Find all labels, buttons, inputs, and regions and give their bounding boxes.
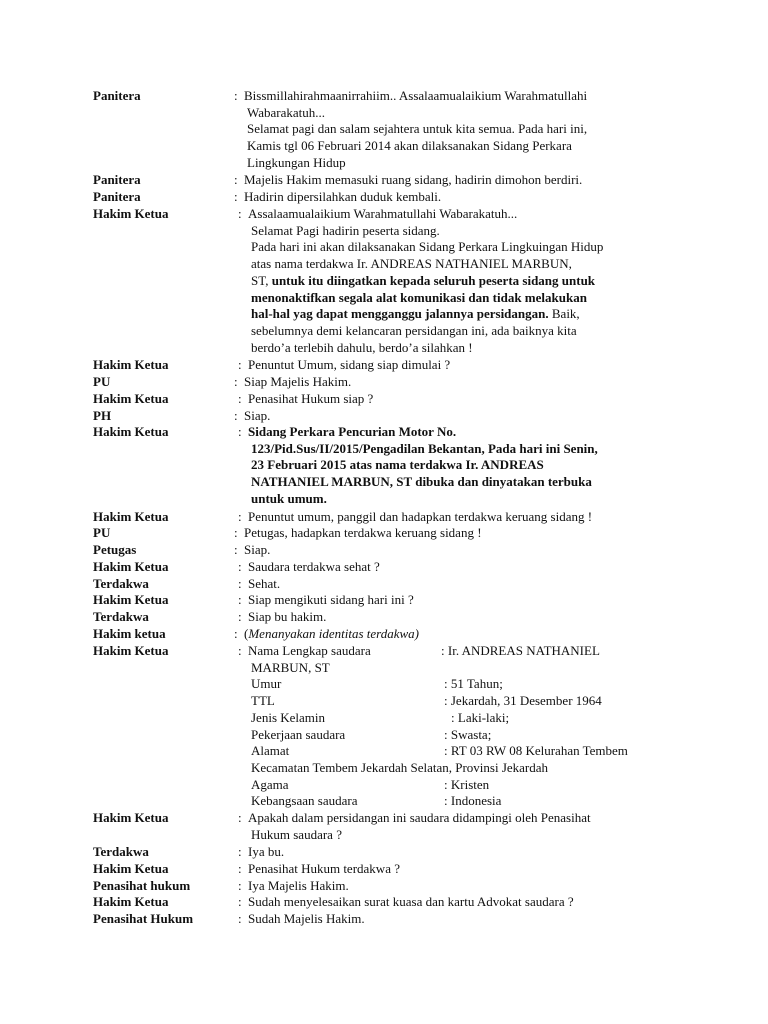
identity-block: : Nama Lengkap saudara : Ir. ANDREAS NATHANIEL MARBUN, ST Umur : 51 Tahun; TTL : Jekardah, 31 Desember 1964 Jenis Kelamin : Laki-laki; Pekerjaan saudara : Swasta; Alamat : RT 03 RW 08 Kelurahan Tembem Kecamatan Tembem Jekardah Selatan, Provinsi Jekardah Agama : Kristen Kebangsaan saudara : Indonesia: [238, 643, 628, 809]
speaker-label: Petugas: [93, 542, 137, 557]
speaker-label: Hakim Ketua: [93, 206, 169, 221]
speaker-label: Penasihat hukum: [93, 878, 191, 893]
utterance: : Saudara terdakwa sehat ?: [238, 559, 380, 574]
speaker-label: Panitera: [93, 172, 141, 187]
utterance: : Siap mengikuti sidang hari ini ?: [238, 592, 414, 607]
speaker-label: Hakim Ketua: [93, 391, 169, 406]
utterance: : Siap bu hakim.: [238, 609, 327, 624]
utterance: : Siap Majelis Hakim.: [234, 374, 352, 389]
utterance: : Iya Majelis Hakim.: [238, 878, 349, 893]
speaker-label: Hakim Ketua: [93, 861, 169, 876]
utterance: : Sehat.: [238, 576, 281, 591]
utterance: : (Menanyakan identitas terdakwa): [234, 626, 419, 641]
speaker-label: Hakim Ketua: [93, 894, 169, 909]
speaker-label: Hakim Ketua: [93, 357, 169, 372]
utterance: : Penuntut umum, panggil dan hadapkan terdakwa keruang sidang !: [238, 509, 593, 524]
speaker-label: Penasihat Hukum: [93, 911, 194, 926]
utterance: : Penuntut Umum, sidang siap dimulai ?: [238, 357, 451, 372]
speaker-label: Panitera: [93, 189, 141, 204]
utterance: : Siap.: [234, 408, 271, 423]
speaker-label: Hakim Ketua: [93, 559, 169, 574]
utterance: : Siap.: [234, 542, 271, 557]
utterance: : Bissmillahirahmaanirrahiim.. Assalaamualaikium Warahmatullahi Wabarakatuh... Selamat pagi dan salam sejahtera untuk kita semua. Pada hari ini, Kamis tgl 06 Februari 2014 akan dilaksanakan Sidang Perkara Lingkungan Hidup: [234, 88, 588, 170]
utterance: : Sidang Perkara Pencurian Motor No. 123/Pid.Sus/II/2015/Pengadilan Bekantan, Pada hari ini Senin, 23 Februari 2015 atas nama terdakwa Ir. ANDREAS NATHANIEL MARBUN, ST dibuka dan dinyatakan terbuka untuk umum.: [238, 424, 598, 506]
utterance: : Assalaamualaikium Warahmatullahi Wabarakatuh... Selamat Pagi hadirin peserta sidang. Pada hari ini akan dilaksanakan Sidang Perkara Lingkuingan Hidup atas nama terdakwa Ir. ANDREAS NATHANIEL MARBUN, ST, untuk itu diingatkan kepada seluruh peserta sidang untuk menonaktifkan segala alat komunikasi dan tidak melakukan hal-hal yag dapat mengganggu jalannya persidangan. Baik, sebelumnya demi kelancaran persidangan ini, ada baiknya kita berdo’a terlebih dahulu, berdo’a silahkan !: [238, 206, 604, 355]
speaker-label: Terdakwa: [93, 576, 149, 591]
utterance: : Petugas, hadapkan terdakwa keruang sidang !: [234, 525, 482, 540]
utterance: : Apakah dalam persidangan ini saudara didampingi oleh Penasihat Hukum saudara ?: [238, 810, 591, 842]
speaker-label: Hakim Ketua: [93, 509, 169, 524]
speaker-label: Panitera: [93, 88, 141, 103]
utterance: : Iya bu.: [238, 844, 285, 859]
speaker-label: Hakim ketua: [93, 626, 166, 641]
speaker-label: PU: [93, 525, 111, 540]
speaker-label: Hakim Ketua: [93, 810, 169, 825]
speaker-label: Terdakwa: [93, 844, 149, 859]
utterance: : Penasihat Hukum siap ?: [238, 391, 374, 406]
speaker-label: Hakim Ketua: [93, 424, 169, 439]
utterance: : Hadirin dipersilahkan duduk kembali.: [234, 189, 442, 204]
speaker-label: PU: [93, 374, 111, 389]
speaker-label: Hakim Ketua: [93, 643, 169, 658]
speaker-label: Hakim Ketua: [93, 592, 169, 607]
utterance: : Sudah menyelesaikan surat kuasa dan kartu Advokat saudara ?: [238, 894, 574, 909]
speaker-label: PH: [93, 408, 112, 423]
speaker-label: Terdakwa: [93, 609, 149, 624]
utterance: : Majelis Hakim memasuki ruang sidang, hadirin dimohon berdiri.: [234, 172, 583, 187]
utterance: : Sudah Majelis Hakim.: [238, 911, 365, 926]
utterance: : Penasihat Hukum terdakwa ?: [238, 861, 400, 876]
